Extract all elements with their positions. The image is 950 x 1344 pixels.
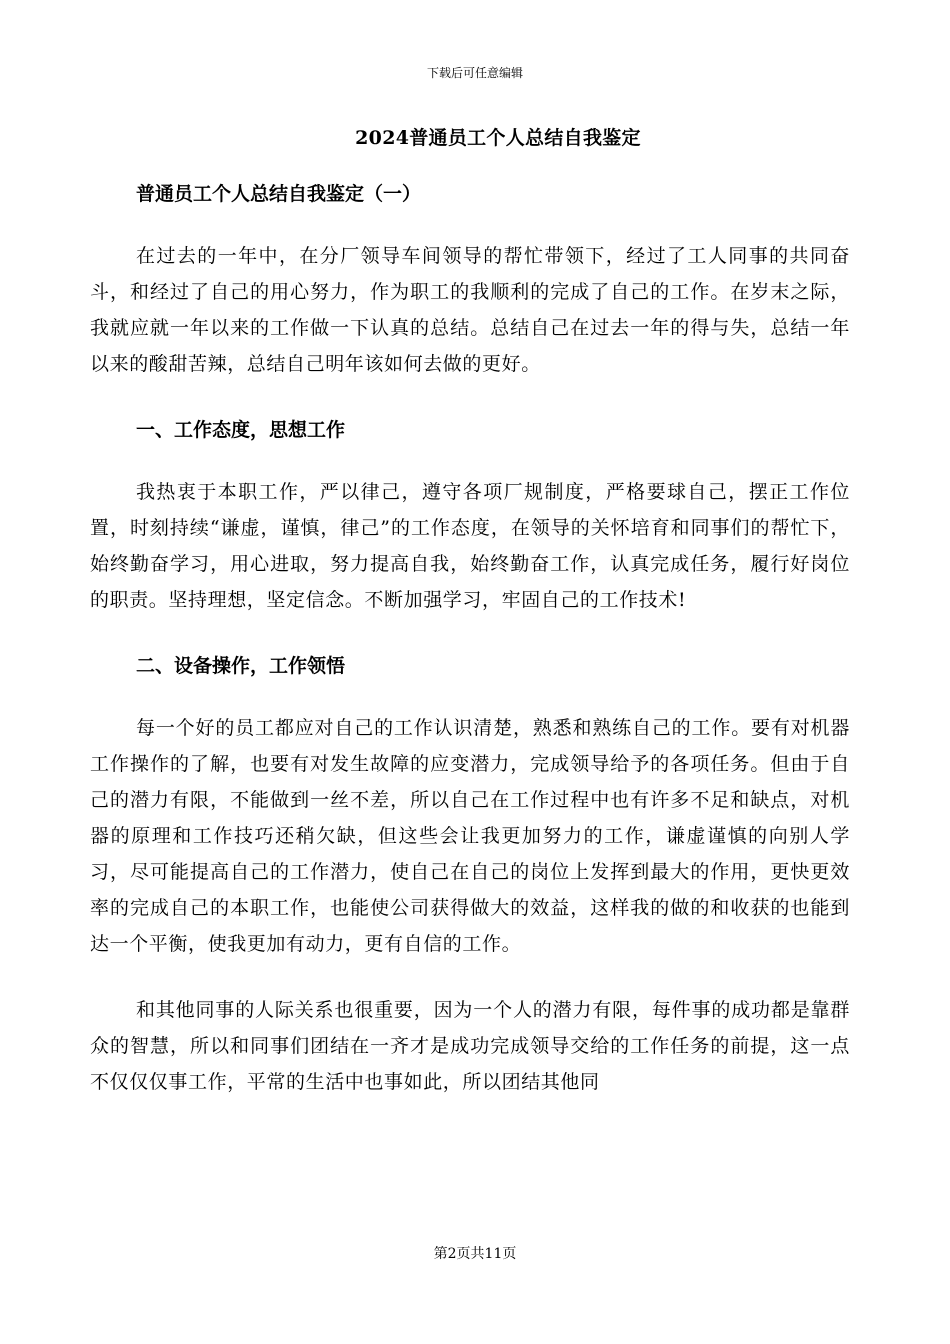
paragraph-work-attitude: 我热衷于本职工作，严以律己，遵守各项厂规制度，严格要球自己，摆正工作位置，时刻持续“谦虚，谨慎，律己”的工作态度，在领导的关怀培育和同事们的帮忙下，始终勤奋学习，用心进取，努力提高自我，始终勤奋工作，认真完成任务，履行好岗位的职责。坚持理想，坚定信念。不断加强学习，牢固自己的工作技术!	[90, 481, 850, 611]
document-title: 2024普通员工个人总结自我鉴定	[355, 127, 641, 149]
paragraph-relationships: 和其他同事的人际关系也很重要，因为一个人的潜力有限，每件事的成功都是靠群众的智慧，所以和同事们团结在一齐才是成功完成领导交给的工作任务的前提，这一点不仅仅仅事工作，平常的生活中也事如此，所以团结其他同	[90, 999, 850, 1093]
paragraph-equipment-operation: 每一个好的员工都应对自己的工作认识清楚，熟悉和熟练自己的工作。要有对机器工作操作的了解，也要有对发生故障的应变潜力，完成领导给予的各项任务。但由于自己的潜力有限，不能做到一丝不差，所以自己在工作过程中也有许多不足和缺点，对机器的原理和工作技巧还稍欠缺，但这些会让我更加努力的工作，谦虚谨慎的向别人学习，尽可能提高自己的工作潜力，使自己在自己的岗位上发挥到最大的作用，更快更效率的完成自己的本职工作，也能使公司获得做大的效益，这样我的做的和收获的也能到达一个平衡，使我更加有动力，更有自信的工作。	[90, 717, 850, 955]
heading-work-attitude: 一、工作态度，思想工作	[136, 419, 346, 441]
document-body	[90, 176, 850, 1100]
section-title: 普通员工个人总结自我鉴定（一）	[136, 183, 422, 205]
page-footer: 第2页共11页	[433, 1246, 517, 1262]
header-note: 下载后可任意编辑	[426, 66, 523, 80]
heading-equipment-operation: 二、设备操作，工作领悟	[136, 655, 346, 677]
paragraph-intro: 在过去的一年中，在分厂领导车间领导的帮忙带领下，经过了工人同事的共同奋斗，和经过了自己的用心努力，作为职工的我顺利的完成了自己的工作。在岁末之际，我就应就一年以来的工作做一下认真的总结。总结自己在过去一年的得与失，总结一年以来的酸甜苦辣，总结自己明年该如何去做的更好。	[90, 245, 850, 375]
